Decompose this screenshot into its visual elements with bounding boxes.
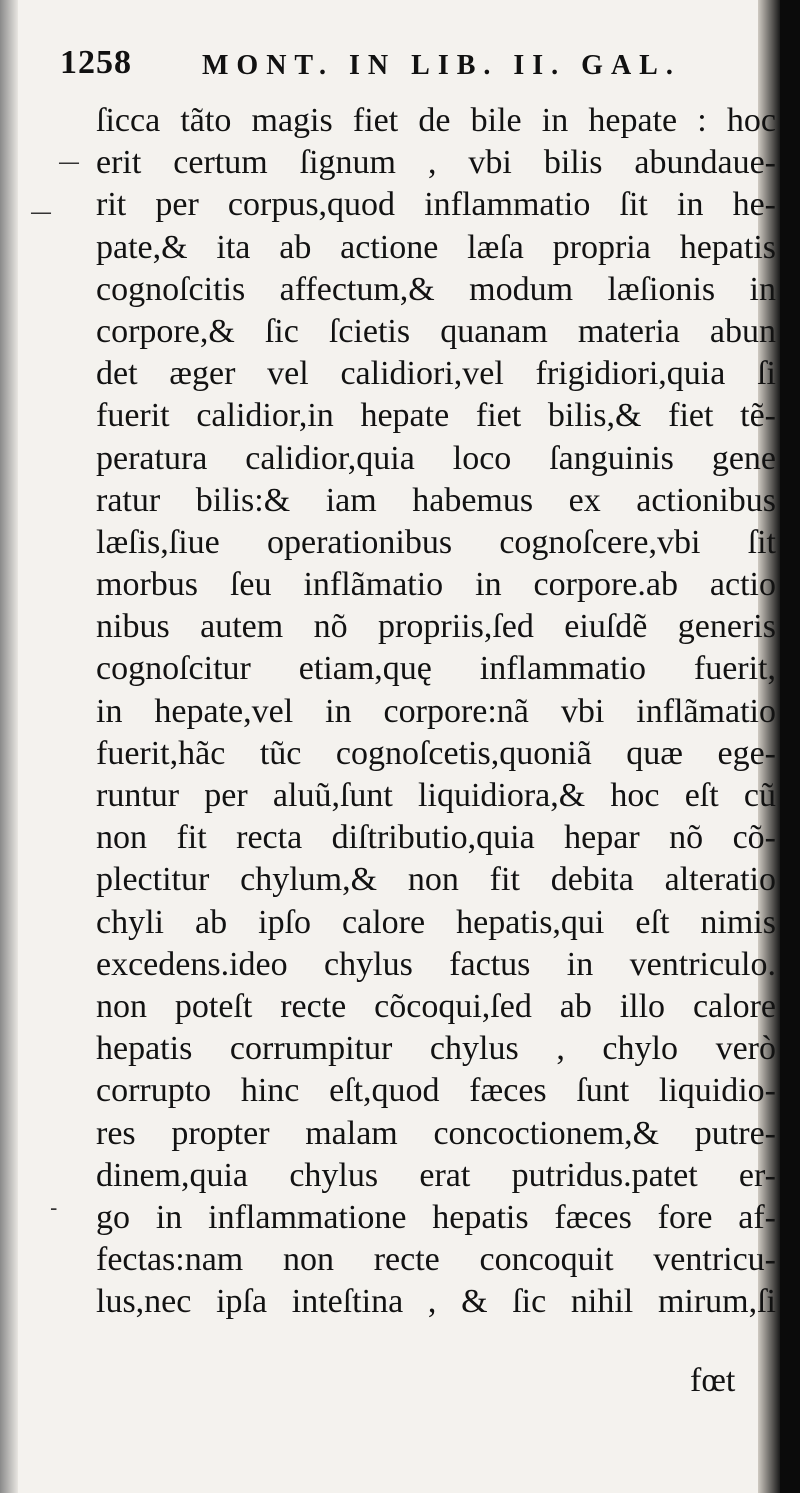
text-line: go in inflammatione hepatis fæces fore af- — [96, 1198, 776, 1236]
text-line: non fit recta diſtributio,quia hepar nõ cõ- — [96, 819, 776, 857]
margin-dash-mark: - — [50, 1196, 58, 1221]
page-header — [60, 44, 760, 90]
text-line: chyli ab ipſo calore hepatis,qui eſt nimis — [96, 903, 776, 941]
page-number: 1258 — [60, 44, 132, 81]
text-line: peratura calidior,quia loco ſanguinis gene — [96, 439, 776, 477]
body-text — [96, 100, 776, 1323]
text-line: cognoſcitur etiam,quę inflammatio fuerit, — [96, 650, 776, 688]
text-line: corrupto hinc eſt,quod fæces ſunt liquidio- — [96, 1072, 776, 1110]
text-line: erit certum ſignum , vbi bilis abundaue- — [96, 144, 776, 182]
text-line: ſicca tãto magis fiet de bile in hepate : hoc — [96, 102, 776, 139]
text-line: in hepate,vel in corpore:nã vbi inflãmatio — [96, 692, 776, 730]
text-line: res propter malam concoctionem,& putre- — [96, 1114, 776, 1152]
margin-dash-mark: — — [30, 200, 52, 225]
text-line: det æger vel calidiori,vel frigidiori,quia ſi — [96, 355, 776, 393]
text-line: rit per corpus,quod inflammatio ſit in he- — [96, 186, 776, 224]
text-line: læſis,ſiue operationibus cognoſcere,vbi ſit — [96, 523, 776, 561]
catchword: fœt — [690, 1362, 736, 1399]
text-line: cognoſcitis affectum,& modum læſionis in — [96, 270, 776, 308]
text-line: fectas:nam non recte concoquit ventricu- — [96, 1241, 776, 1279]
text-line: excedens.ideo chylus factus in ventriculo. — [96, 945, 776, 983]
margin-dash-mark: — — [58, 150, 80, 175]
text-line: hepatis corrumpitur chylus , chylo verò — [96, 1030, 776, 1068]
running-head: MONT. IN LIB. II. GAL. — [202, 50, 681, 81]
text-line: nibus autem nõ propriis,ſed eiuſdẽ generis — [96, 608, 776, 646]
text-line: lus,nec ipſa inteſtina , & ſic nihil mirum,ſi — [96, 1283, 776, 1321]
text-line: dinem,quia chylus erat putridus.patet er- — [96, 1156, 776, 1194]
text-line: ratur bilis:& iam habemus ex actionibus — [96, 481, 776, 519]
text-line: non poteſt recte cõcoqui,ſed ab illo calore — [96, 987, 776, 1025]
text-line: runtur per aluũ,ſunt liquidiora,& hoc eſt cũ — [96, 777, 776, 814]
page-left-edge — [0, 0, 18, 1493]
text-line: morbus ſeu inflãmatio in corpore.ab actio — [96, 566, 776, 604]
text-line: pate,& ita ab actione læſa propria hepatis — [96, 228, 776, 266]
text-line: fuerit calidior,in hepate fiet bilis,& fiet tẽ- — [96, 397, 776, 435]
text-line: fuerit,hãc tũc cognoſcetis,quoniã quæ ege- — [96, 734, 776, 772]
text-line: plectitur chylum,& non fit debita alteratio — [96, 861, 776, 899]
text-line: corpore,& ſic ſcietis quanam materia abun — [96, 312, 776, 350]
